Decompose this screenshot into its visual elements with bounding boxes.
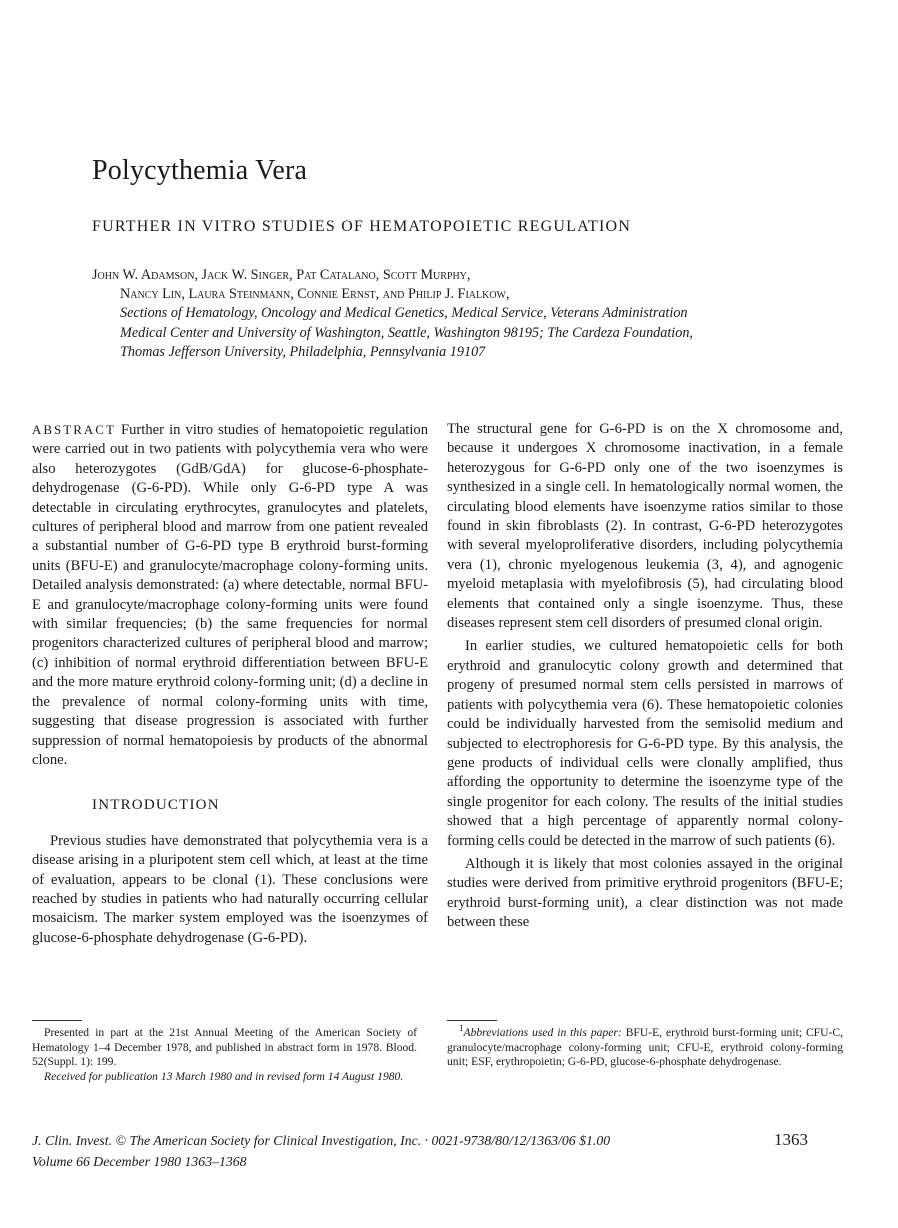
abstract-paragraph [32, 420, 428, 770]
journal-volume-line: Volume 66 December 1980 1363–1368 [32, 1154, 247, 1169]
section-heading-introduction: INTRODUCTION [92, 797, 220, 814]
abstract-label: ABSTRACT [32, 422, 116, 437]
footnote-marker: 1 [459, 1023, 464, 1034]
page-number: 1363 [774, 1130, 808, 1149]
article-title: Polycythemia Vera [92, 155, 308, 186]
footnote-presented: Presented in part at the 21st Annual Meeting of the American Society of Hematology 1–4 December 1978, and published in abstract form in 1978. Blood. 52(Suppl. 1): 199. [32, 1026, 417, 1068]
article-subtitle: FURTHER IN VITRO STUDIES OF HEMATOPOIETIC REGULATION [92, 218, 632, 235]
abstract-text: Further in vitro studies of hematopoietic regulation were carried out in two patients with polycythemia vera who were also heterozygotes (GdB/GdA) for glucose-6-phosphate-dehydrogenase (G-6-PD). While only G-6-PD type A was detectable in circulating erythrocytes, granulocytes and platelets, cultures of peripheral blood and marrow from one patient revealed a substantial number of G-6-PD type B erythroid burst-forming units (BFU-E) and granulocyte/macrophage colony-forming units. Detailed analysis demonstrated: (a) where detectable, normal BFU-E and granulocyte/macrophage colony-forming units were found with similar frequencies; (b) the same frequencies for normal progenitors characterized cultures of peripheral blood and marrow; (c) inhibition of normal erythroid differentiation between BFU-E and the more mature erythroid colony-forming unit; (d) a decline in the prevalence of normal colony-forming units with time, suggesting that disease progression is associated with further suppression of normal hematopoiesis by products of the abnormal clone. [32, 422, 429, 768]
footnote-rule-left [32, 1020, 82, 1021]
footnote-rule-right [447, 1020, 497, 1021]
intro-paragraph-1-continued: The structural gene for G-6-PD is on the X chromosome and, because it undergoes X chromosome inactivation, in a female heterozygous for G-6-PD only one of the two isoenzymes is synthesized in a single cell. In hematologically normal women, the circulating blood elements have isoenzyme ratios similar to those found in skin fibroblasts (2). In contrast, G-6-PD heterozygotes with several myeloproliferative disorders, including polycythemia vera (1), chronic myelogenous leukemia (3, 4), and agnogenic myeloid metaplasia with myelofibrosis (5), had circulating blood elements that contained only a single isoenzyme. Thus, these diseases represent stem cell disorders of presumed clonal origin. [447, 421, 843, 632]
intro-paragraph-3: Although it is likely that most colonies assayed in the original studies were derived from primitive erythroid progenitors (BFU-E; erythroid burst-forming unit), a clear distinction was not made between these [447, 855, 843, 931]
authors-line-2: Nancy Lin, Laura Steinmann, Connie Ernst, and Philip J. Fialkow, [120, 286, 510, 303]
abbreviations-text: BFU-E, erythroid burst-forming unit; CFU-C, granulocyte/macrophage colony-forming unit; CFU-E, erythroid colony-forming unit; ESF, erythropoietin; G-6-PD, glucose-6-phosphate dehydrogenase. [447, 1026, 843, 1068]
abbreviations-label: Abbreviations used in this paper: [463, 1026, 622, 1039]
footnote-abbreviations [447, 1023, 843, 1070]
footnote-received: Received for publication 13 March 1980 and in revised form 14 August 1980. [44, 1069, 404, 1083]
footnotes-left [32, 1026, 417, 1084]
affiliation: Sections of Hematology, Oncology and Medical Genetics, Medical Service, Veterans Administration Medical Center and University of Washington, Seattle, Washington 98195; The Cardeza Foundation, Thomas Jefferson University, Philadelphia, Pennsylvania 19107 [120, 305, 693, 360]
author-block [92, 266, 732, 362]
left-column [32, 420, 428, 948]
journal-footer [32, 1130, 610, 1172]
intro-paragraph-2: In earlier studies, we cultured hematopoietic cells for both erythroid and granulocytic colony growth and determined that progeny of presumed normal stem cells persisted in marrows of patients with polycythemia vera (6). These hematopoietic colonies could be individually harvested from the semisolid medium and subjected to electrophoresis for G-6-PD type. By this analysis, the gene products of individual cells were clonally amplified, thus affording the opportunity to determine the isoenzyme type of the single progenitor for each colony. The results of the initial studies showed that a high percentage of apparently normal colony-forming cells could be detected in the marrow of such patients (6). [447, 638, 843, 849]
intro-paragraph-1: Previous studies have demonstrated that polycythemia vera is a disease arising in a pluripotent stem cell which, at least at the time of evaluation, appears to be clonal (1). These conclusions were reached by studies in patients who had naturally occurring cellular mosaicism. The marker system employed was the isoenzymes of glucose-6-phosphate dehydrogenase (G-6-PD). [32, 832, 428, 946]
journal-citation-line: J. Clin. Invest. © The American Society for Clinical Investigation, Inc. · 0021-9738/80/12/1363/06 $1.00 [32, 1133, 611, 1148]
footnotes-right [447, 1023, 843, 1070]
authors-line-1: John W. Adamson, Jack W. Singer, Pat Catalano, Scott Murphy, [92, 267, 471, 283]
right-column [447, 420, 843, 933]
